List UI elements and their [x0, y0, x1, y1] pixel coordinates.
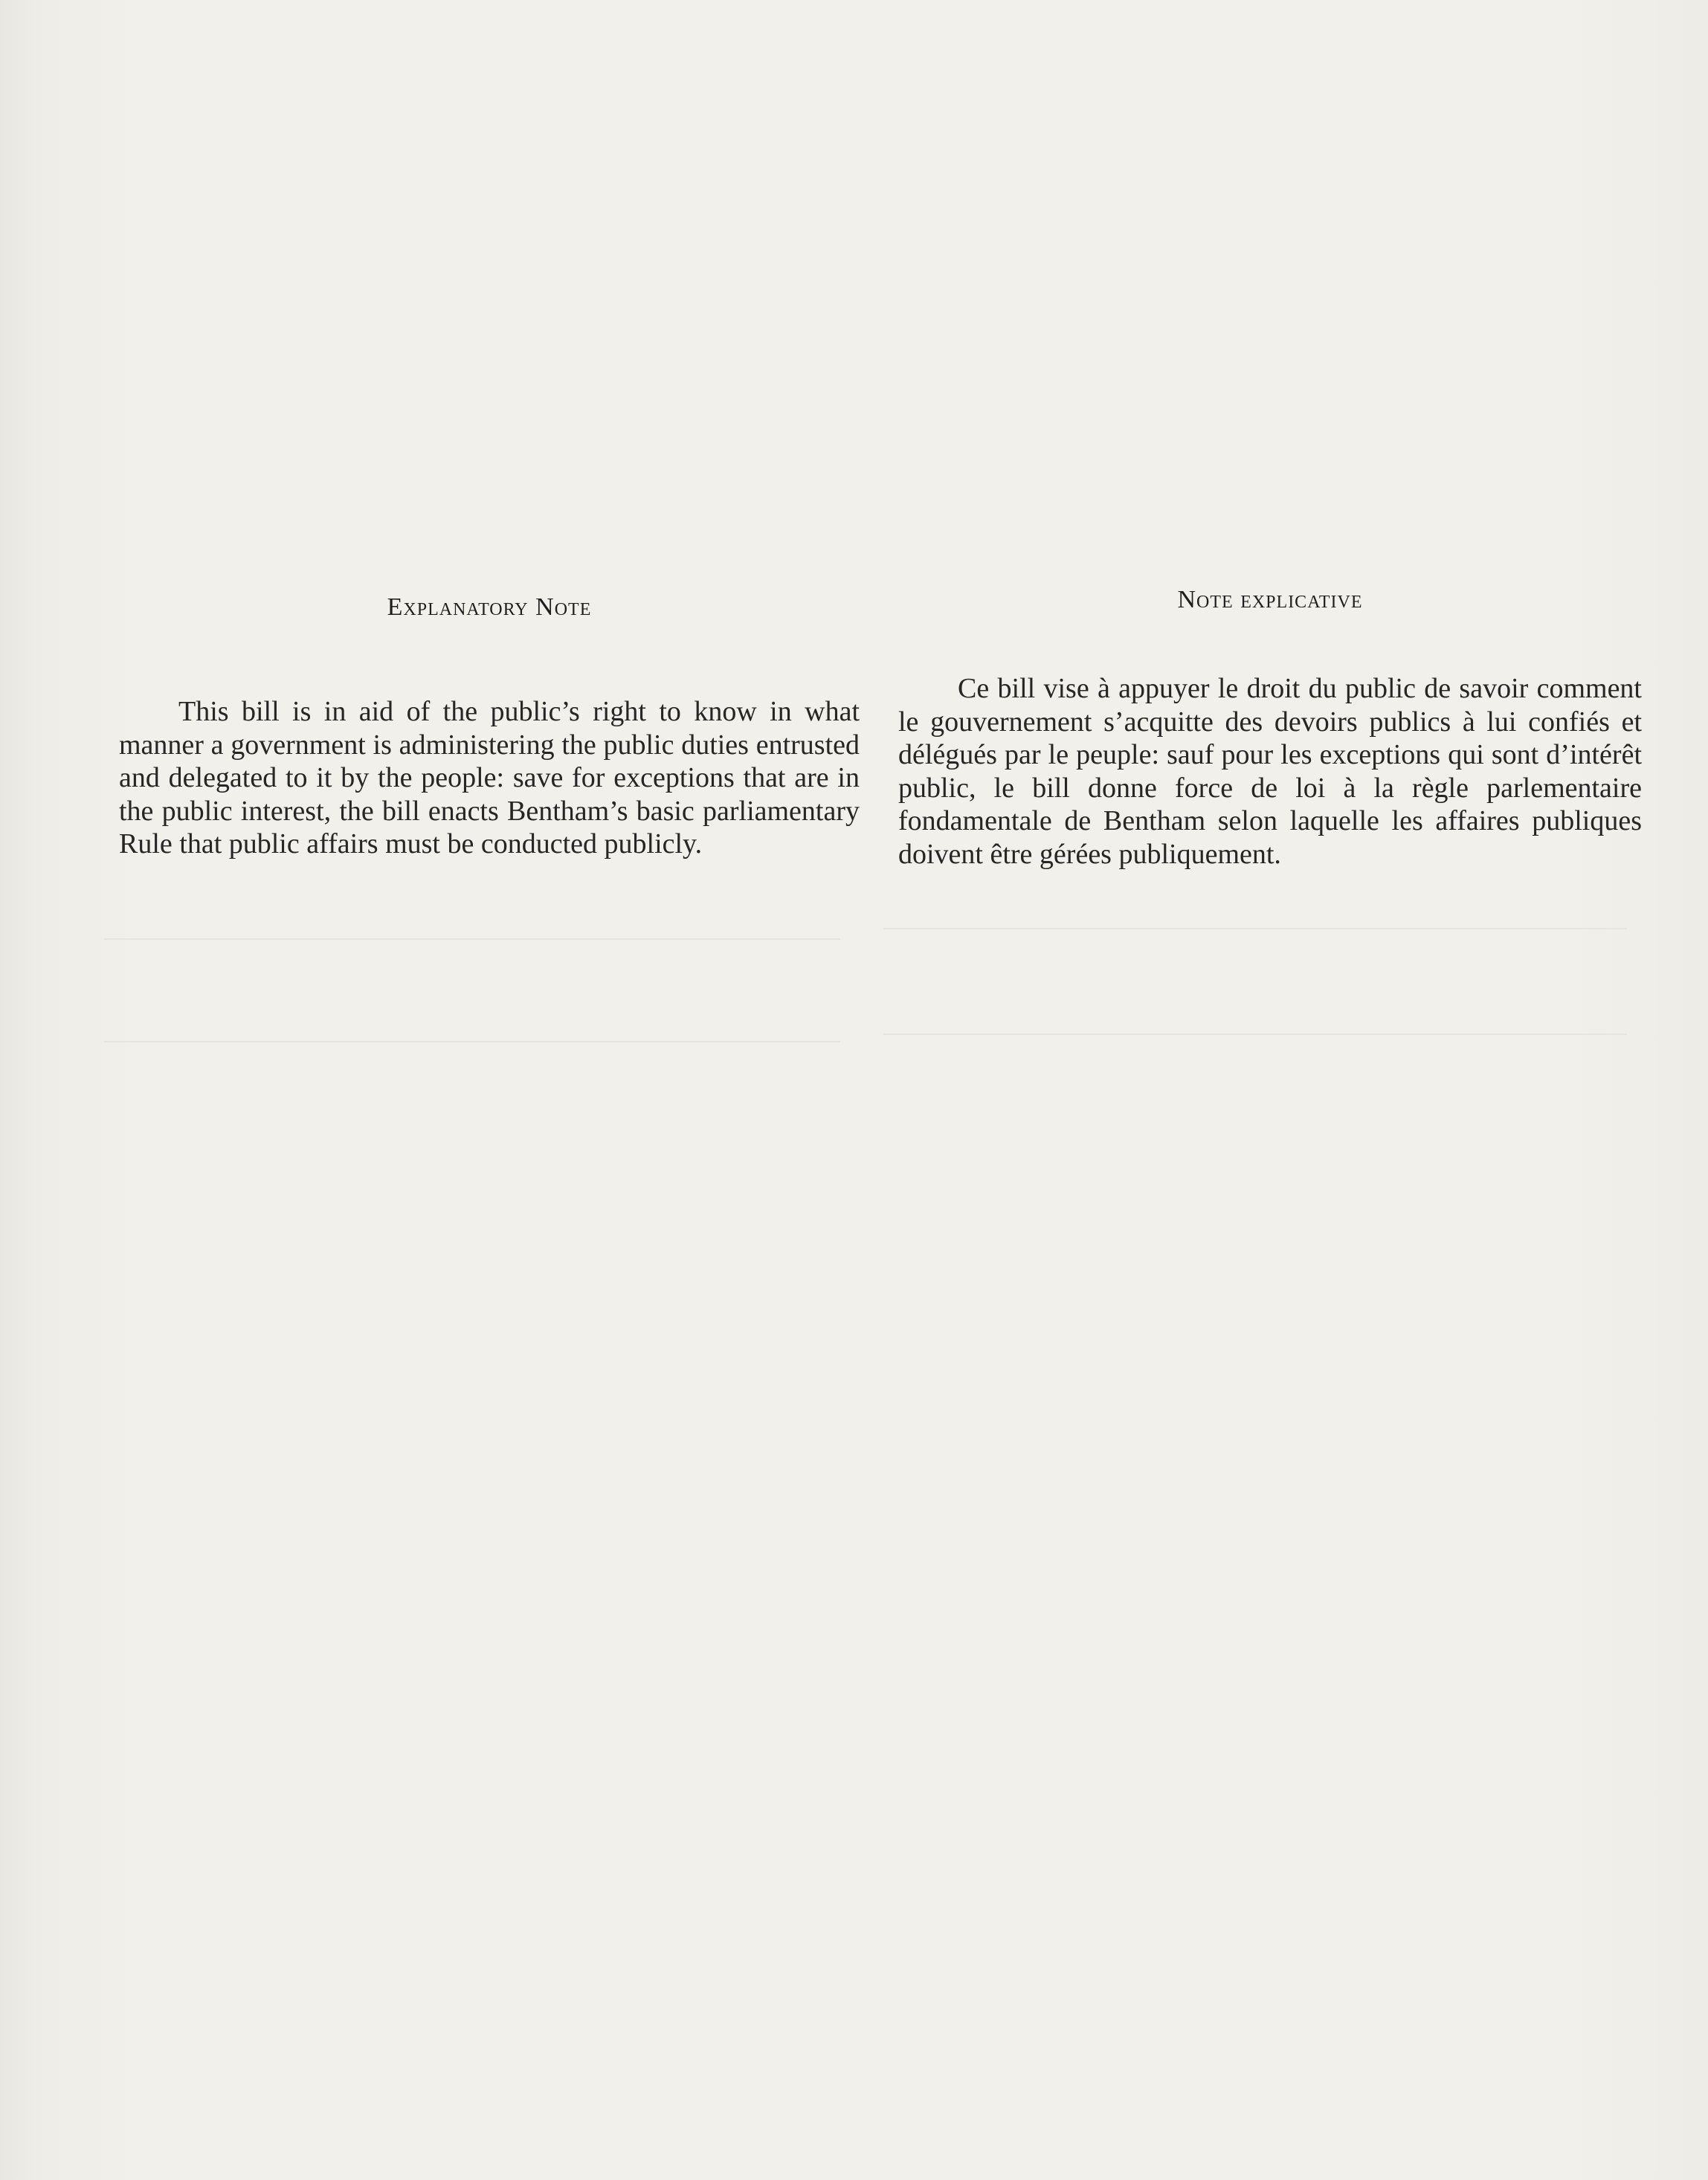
note-explicative-body: Ce bill vise à appuyer le droit du public de savoir comment le gouvernement s’acquitte des devoirs publics à lui confiés et délégués par le peuple: sauf pour les exceptions qui sont d’intérêt public, le bill donne force de loi à la règle parlementaire fondamentale de Bentham selon laquelle les affaires publiques doivent être gérées publiquement. — [898, 673, 1642, 870]
faint-divider — [883, 1033, 1627, 1035]
note-explicative-heading: Note explicative — [1177, 586, 1363, 613]
faint-divider — [104, 938, 840, 940]
faint-divider — [104, 1041, 840, 1042]
faint-divider — [883, 928, 1627, 929]
explanatory-note-heading: Explanatory Note — [387, 593, 592, 621]
explanatory-note-body: This bill is in aid of the public’s right to know in what manner a government is administering the public duties entrusted and delegated to it by the people: save for exceptions that are in the public interest, the bill enacts Bentham’s basic parliamentary Rule that public affairs must be conducted publicly. — [119, 696, 860, 860]
